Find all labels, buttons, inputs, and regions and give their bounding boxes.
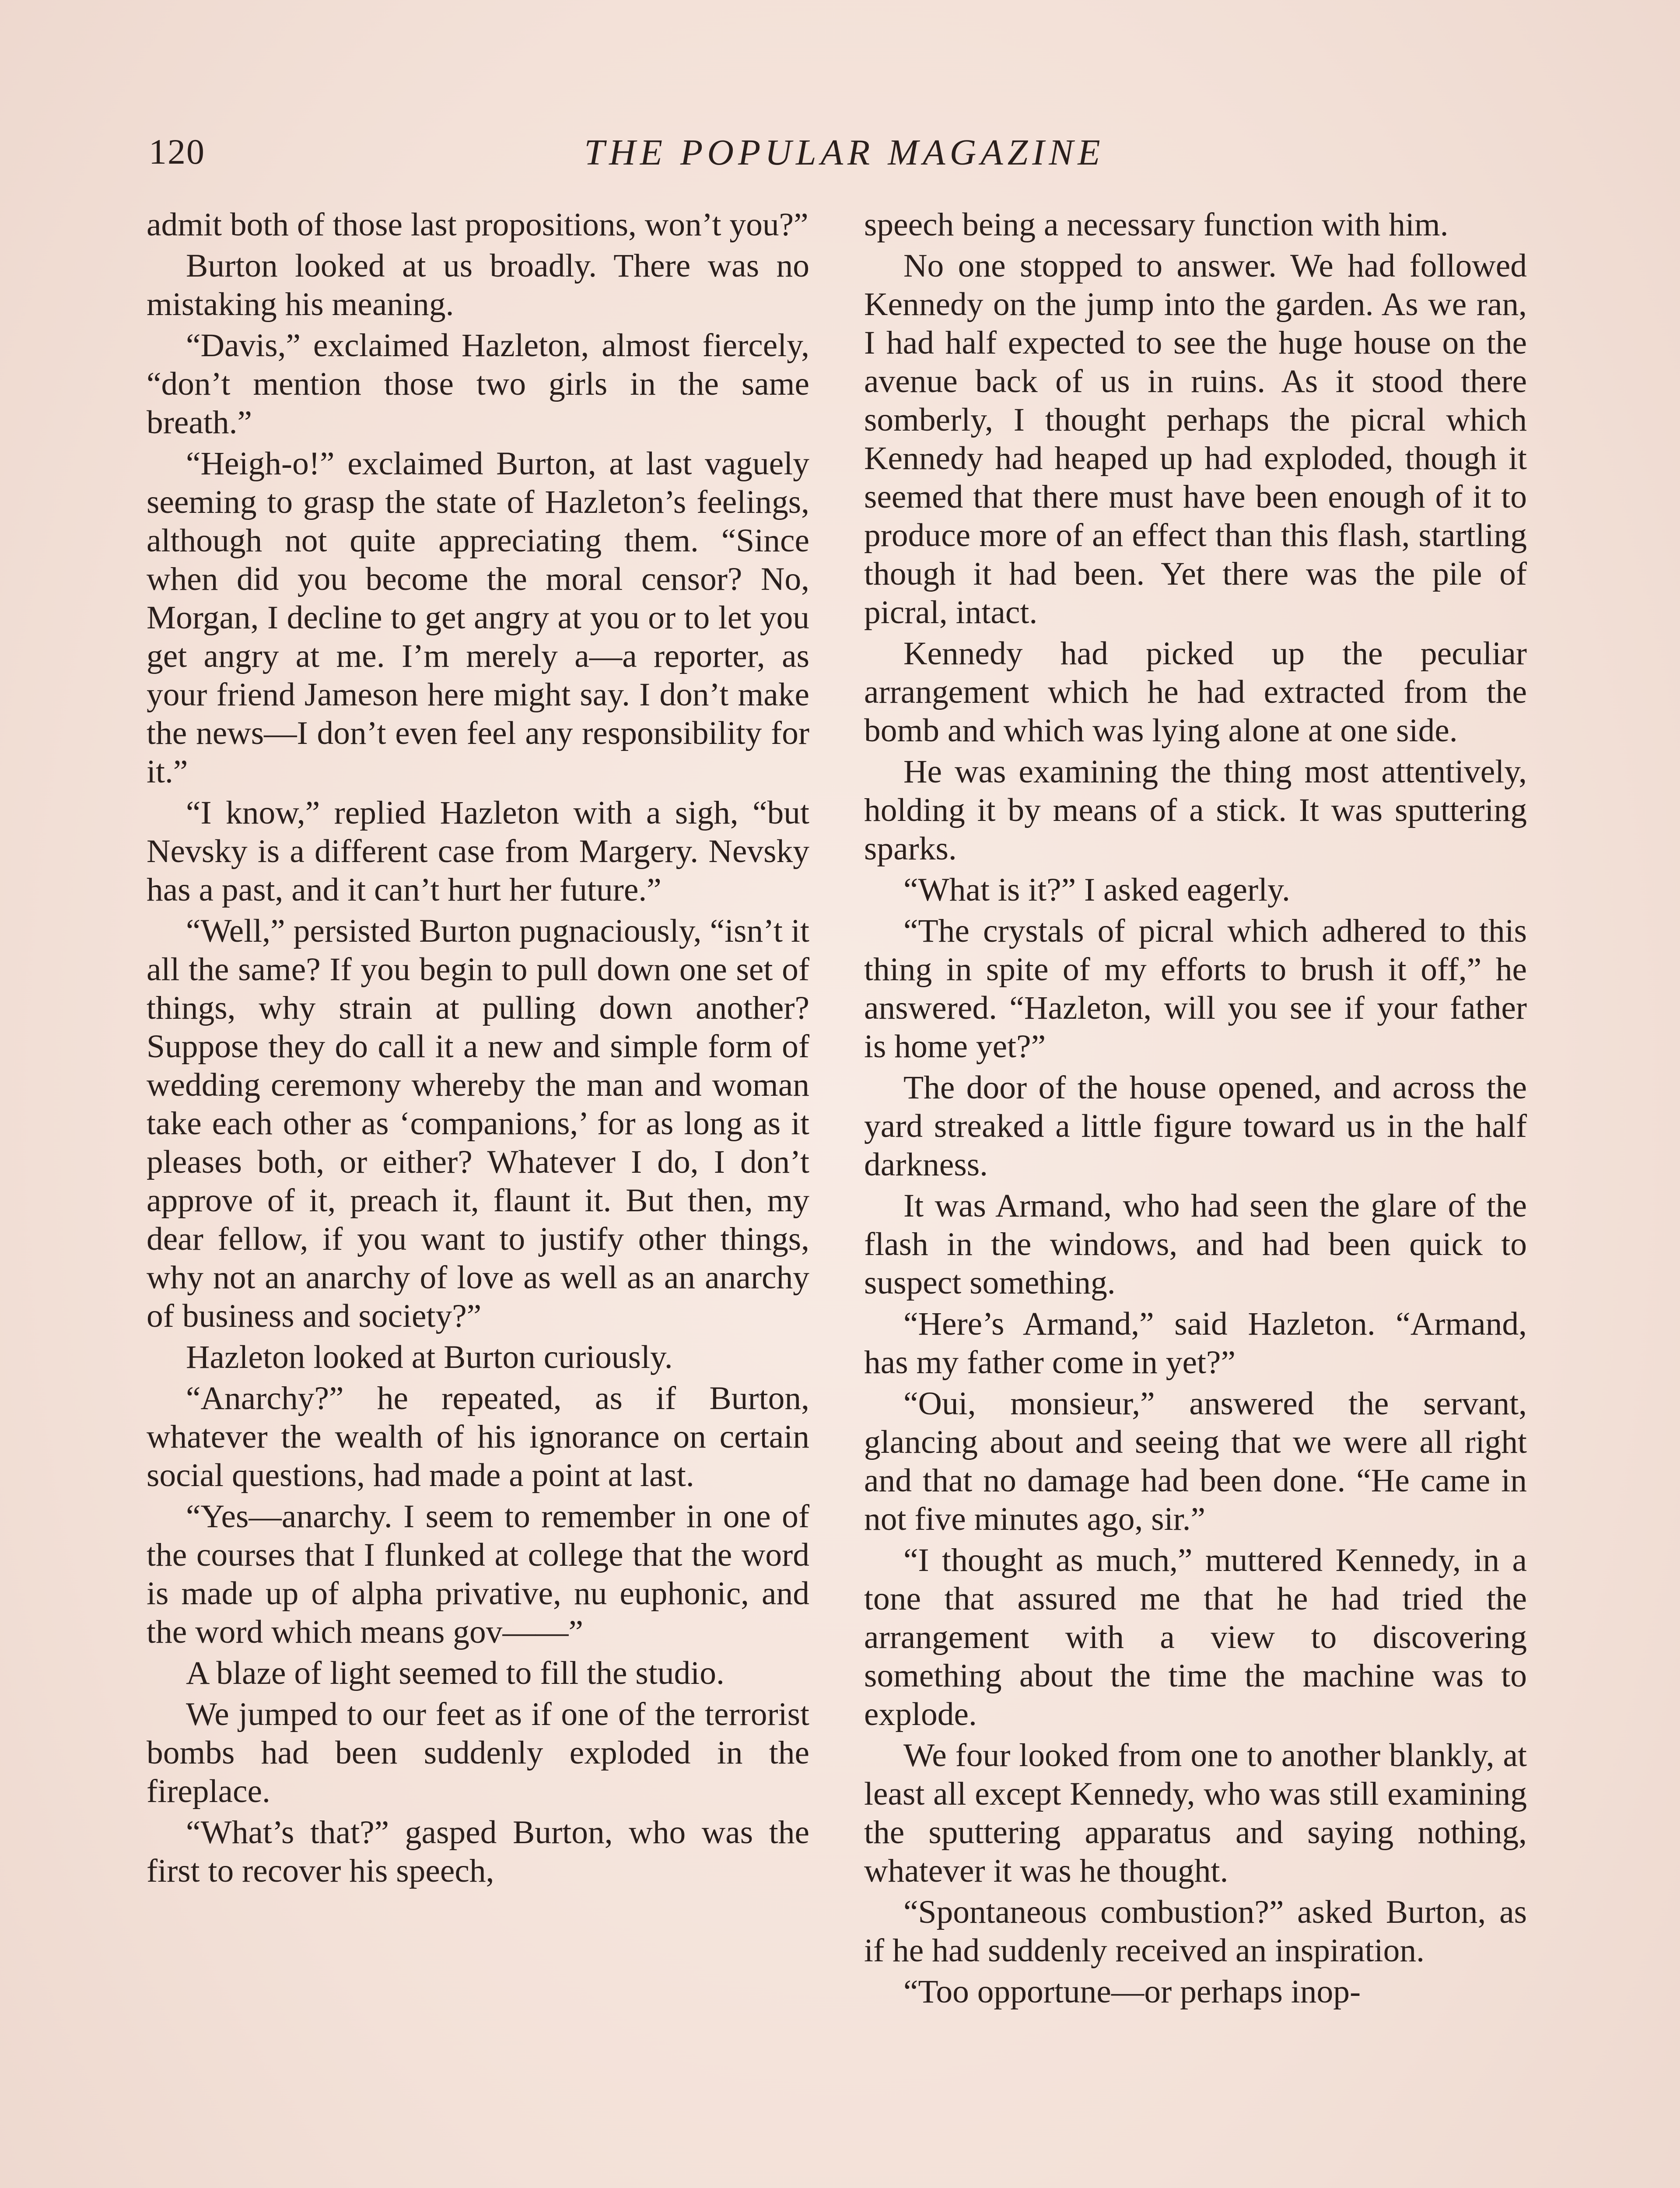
paragraph: Kennedy had picked up the peculiar arrangement which he had extracted from the bomb and which was lying alone at one side. (864, 635, 1527, 749)
paragraph: “The crystals of picral which adhered to this thing in spite of my efforts to brush it off,” he answered. “Hazleton, will you see if your father is home yet?” (864, 913, 1527, 1065)
paragraph: “Here’s Armand,” said Hazleton. “Armand, has my father come in yet?” (864, 1306, 1527, 1381)
paragraph: “I know,” replied Hazleton with a sigh, “but Nevsky is a different case from Margery. Nevsky has a past, and it can’t hurt her future.” (147, 795, 809, 908)
paragraph: “Spontaneous combustion?” asked Burton, as if he had suddenly received an inspiration. (864, 1894, 1527, 1969)
paragraph: “Too opportune—or perhaps inop- (903, 1974, 1361, 2010)
paragraph: “What’s that?” gasped Burton, who was the first to recover his speech, (147, 1814, 809, 1889)
paragraph: He was examining the thing most attentively, holding it by means of a stick. It was sputtering sparks. (864, 754, 1527, 867)
paragraph: A blaze of light seemed to fill the studio. (186, 1655, 724, 1691)
text-column-right (864, 206, 1527, 2011)
paragraph: “Yes—anarchy. I seem to remember in one of the courses that I flunked at college that the word is made up of alpha privative, nu euphonic, and the word which means gov——” (147, 1498, 809, 1650)
paragraph: “Well,” persisted Burton pugnaciously, “isn’t it all the same? If you begin to pull down one set of things, why strain at pulling down another? Suppose they do call it a new and simple form of wedding ceremony whereby the man and woman take each other as ‘companions,’ for as long as it pleases both, or either? Whatever I do, I don’t approve of it, preach it, flaunt it. But then, my dear fellow, if you want to justify other things, why not an anarchy of love as well as an anarchy of business and society?” (147, 913, 809, 1334)
paragraph: The door of the house opened, and across the yard streaked a little figure toward us in the half darkness. (864, 1069, 1527, 1183)
paragraph: speech being a necessary function with him. (864, 207, 1449, 243)
paragraph: Burton looked at us broadly. There was no mistaking his meaning. (147, 248, 809, 323)
page-header (149, 131, 1540, 184)
paragraph: Hazleton looked at Burton curiously. (186, 1339, 673, 1375)
paragraph: It was Armand, who had seen the glare of the flash in the windows, and had been quick to suspect something. (864, 1188, 1527, 1301)
running-title: THE POPULAR MAGAZINE (584, 132, 1105, 173)
paragraph: We jumped to our feet as if one of the terrorist bombs had been suddenly exploded in the fireplace. (147, 1696, 809, 1809)
paragraph: “What is it?” I asked eagerly. (903, 872, 1290, 908)
paragraph: No one stopped to answer. We had followed Kennedy on the jump into the garden. As we ran, I had half expected to see the huge house on the avenue back of us in ruins. As it stood there somberly, I thought perhaps the picral which Kennedy had heaped up had exploded, though it seemed that there must have been enough of it to produce more of an effect than this flash, startling though it had been. Yet there was the pile of picral, intact. (864, 248, 1527, 631)
paragraph: “I thought as much,” muttered Kennedy, in a tone that assured me that he had tried the arrangement with a view to discovering something about the time the machine was to explode. (864, 1542, 1527, 1732)
paragraph: “Oui, monsieur,” answered the servant, glancing about and seeing that we were all right and that no damage had been done. “He came in not five minutes ago, sir.” (864, 1385, 1527, 1537)
paragraph: admit both of those last propositions, won’t you?” (147, 207, 808, 243)
page-number: 120 (149, 132, 205, 172)
text-column-left (147, 206, 809, 1890)
paragraph: “Heigh-o!” exclaimed Burton, at last vaguely seeming to grasp the state of Hazleton’s feelings, although not quite appreciating them. “Since when did you become the moral censor? No, Morgan, I decline to get angry at you or to let you get angry at me. I’m merely a—a reporter, as your friend Jameson here might say. I don’t make the news—I don’t even feel any responsibility for it.” (147, 445, 809, 790)
paragraph: “Anarchy?” he repeated, as if Burton, whatever the wealth of his ignorance on certain social questions, had made a point at last. (147, 1380, 809, 1494)
paragraph: We four looked from one to another blankly, at least all except Kennedy, who was still examining the sputtering apparatus and saying nothing, whatever it was he thought. (864, 1737, 1527, 1889)
paragraph: “Davis,” exclaimed Hazleton, almost fiercely, “don’t mention those two girls in the same breath.” (147, 327, 809, 441)
